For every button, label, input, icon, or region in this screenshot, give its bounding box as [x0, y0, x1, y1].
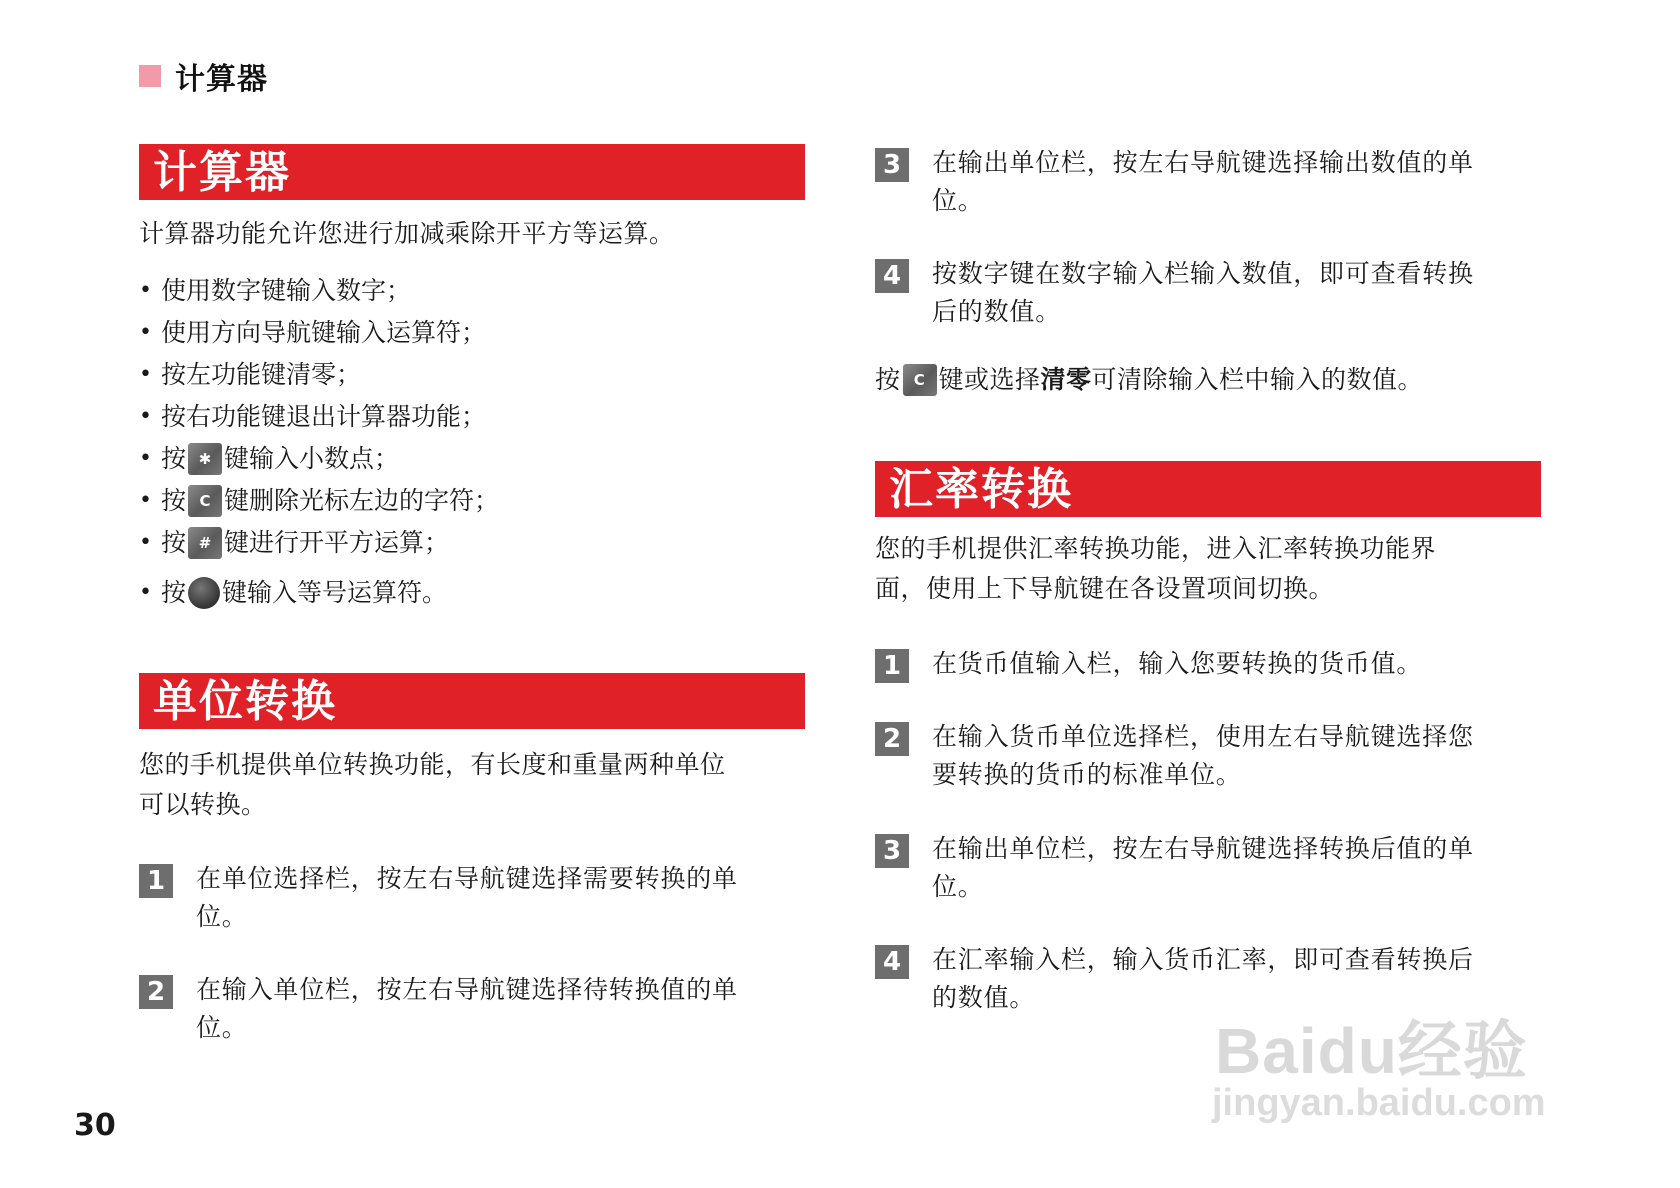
- rate-step-1: 1 在货币值输入栏，输入您要转换的货币值。: [875, 645, 1422, 683]
- calculator-heading: 计算器: [139, 144, 805, 200]
- exchange-rate-intro: 您的手机提供汇率转换功能，进入汇率转换功能界 面，使用上下导航键在各设置项间切换。: [875, 534, 1437, 603]
- unit-step-3: 3 在输出单位栏，按左右导航键选择输出数值的单 位。: [875, 144, 1474, 220]
- unit-conversion-intro: 您的手机提供单位转换功能，有长度和重量两种单位 可以转换。: [139, 750, 726, 819]
- c-key-icon: C: [188, 485, 222, 517]
- unit-step-1: 1 在单位选择栏，按左右导航键选择需要转换的单 位。: [139, 860, 738, 936]
- unit-step-2: 2 在输入单位栏，按左右导航键选择待转换值的单 位。: [139, 971, 738, 1047]
- step-number: 3: [875, 148, 909, 182]
- hash-key-icon: #: [188, 527, 222, 559]
- step-number: 1: [139, 864, 173, 898]
- list-item: • 按 ✱ 键输入小数点；: [139, 444, 400, 473]
- step-number: 1: [875, 649, 909, 683]
- step-number: 4: [875, 945, 909, 979]
- list-item: • 按 C 键删除光标左边的字符；: [139, 486, 500, 515]
- rate-step-4: 4 在汇率输入栏，输入货币汇率，即可查看转换后 的数值。: [875, 941, 1474, 1017]
- calculator-intro: 计算器功能允许您进行加减乘除开平方等运算。: [139, 219, 675, 248]
- list-item: • 使用数字键输入数字；: [139, 276, 412, 305]
- exchange-rate-heading: 汇率转换: [875, 461, 1541, 517]
- baidu-watermark-url: jingyan.baidu.com: [1212, 1082, 1546, 1124]
- center-key-icon: [188, 577, 220, 609]
- list-item: • 按 键输入等号运算符。: [139, 578, 448, 607]
- page-number: 30: [74, 1108, 116, 1143]
- step-number: 4: [875, 259, 909, 293]
- calculator-bullet-list: [139, 270, 499, 622]
- unit-step-4: 4 按数字键在数字输入栏输入数值，即可查看转换 后的数值。: [875, 255, 1474, 331]
- baidu-watermark-logo: Baidu经验: [1215, 1015, 1528, 1087]
- star-key-icon: ✱: [188, 443, 222, 475]
- list-item: • 按左功能键清零；: [139, 360, 362, 389]
- section-marker: [139, 65, 161, 87]
- list-item: • 按右功能键退出计算器功能；: [139, 402, 487, 431]
- clear-note: 按 C 键或选择 清零 可清除输入栏中输入的数值。: [875, 365, 1424, 394]
- step-number: 2: [875, 722, 909, 756]
- rate-step-3: 3 在输出单位栏，按左右导航键选择转换后值的单 位。: [875, 830, 1474, 906]
- step-number: 2: [139, 975, 173, 1009]
- rate-step-2: 2 在输入货币单位选择栏，使用左右导航键选择您 要转换的货币的标准单位。: [875, 718, 1474, 794]
- list-item: • 按 # 键进行开平方运算；: [139, 528, 450, 557]
- list-item: • 使用方向导航键输入运算符；: [139, 318, 487, 347]
- running-head-title: 计算器: [175, 62, 268, 97]
- c-key-icon: C: [903, 364, 937, 396]
- running-head: [139, 56, 268, 96]
- step-number: 3: [875, 834, 909, 868]
- unit-conversion-heading: 单位转换: [139, 673, 805, 729]
